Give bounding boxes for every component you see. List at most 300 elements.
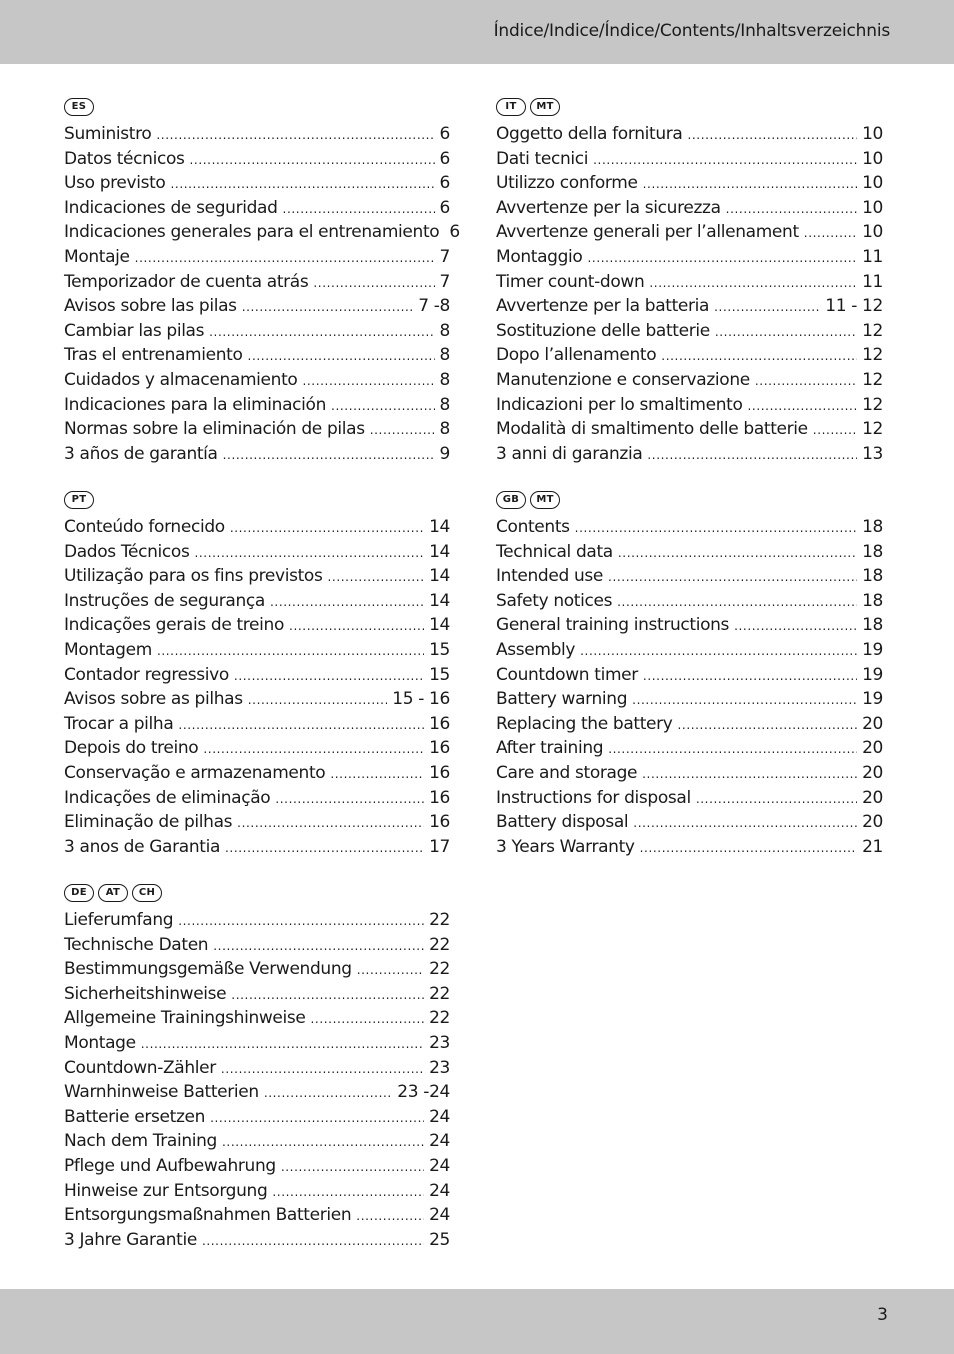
toc-entry: [496, 198, 883, 223]
toc-entry-page: 14: [429, 566, 450, 587]
toc-entry-page: 11: [862, 271, 883, 292]
dot-leader: [642, 767, 857, 781]
toc-entry-label: Bestimmungsgemäße Verwendung: [64, 959, 352, 980]
toc-entry-page: 24: [429, 1155, 450, 1176]
toc-entry-label: Utilizzo conforme: [496, 173, 638, 194]
toc-entry-page: 12: [862, 345, 883, 366]
toc-entry-label: 3 anos de Garantia: [64, 836, 221, 857]
toc-entry: [64, 1107, 450, 1132]
toc-entry: [496, 542, 883, 567]
toc-entry-page: 6: [439, 148, 450, 169]
toc-entry-page: 18: [862, 517, 883, 537]
page-number: 3: [877, 1305, 888, 1325]
toc-entry: [64, 689, 450, 714]
dot-leader: [270, 595, 424, 609]
dot-leader: [804, 226, 857, 240]
dot-leader: [311, 1012, 425, 1026]
toc-entry-page: 16: [429, 762, 450, 783]
toc-entry-page: 6: [449, 222, 460, 243]
toc-entry-page: 10: [862, 197, 883, 218]
toc-entry-label: 3 Jahre Garantie: [64, 1229, 197, 1250]
dot-leader: [661, 349, 857, 363]
dot-leader: [209, 325, 434, 339]
toc-entry-page: 24: [429, 1131, 450, 1152]
toc-entry-page: 11 - 12: [825, 296, 883, 317]
toc-entry-label: Indicaciones para la eliminación: [64, 394, 327, 415]
dot-leader: [230, 521, 424, 535]
country-badge: DE: [64, 884, 94, 902]
toc-entry-page: 10: [862, 148, 883, 169]
toc-entry: [64, 1181, 450, 1206]
toc-entry-page: 22: [429, 983, 450, 1004]
toc-entry-page: 22: [429, 1008, 450, 1029]
toc-entry-label: Tras el entrenamiento: [64, 345, 243, 366]
toc-entry-page: 18: [862, 541, 883, 562]
toc-entry-page: 20: [862, 713, 883, 734]
dot-leader: [649, 276, 857, 290]
toc-entry-page: 22: [429, 934, 450, 955]
toc-entry-page: 21: [862, 836, 883, 857]
toc-entry: [64, 395, 450, 420]
dot-leader: [330, 767, 424, 781]
toc-entry-label: Hinweise zur Entsorgung: [64, 1180, 268, 1201]
dot-leader: [587, 251, 857, 265]
dot-leader: [726, 202, 857, 216]
toc-entry: [64, 1205, 450, 1230]
dot-leader: [370, 423, 435, 437]
dot-leader: [677, 718, 857, 732]
toc-entry: [64, 345, 450, 370]
dot-leader: [357, 963, 424, 977]
toc-entry-page: 16: [429, 812, 450, 833]
dot-leader: [302, 374, 434, 388]
dot-leader: [575, 521, 857, 535]
footer-bar: [0, 1289, 954, 1354]
toc-entry: [64, 591, 450, 616]
toc-entry: [64, 615, 450, 640]
dot-leader: [210, 1111, 424, 1125]
toc-entry: [496, 296, 883, 321]
toc-entry: [64, 566, 450, 591]
toc-entry-label: Cambiar las pilas: [64, 320, 205, 341]
dot-leader: [202, 1234, 424, 1248]
toc-entry-page: 6: [439, 124, 450, 144]
toc-entry-label: Indicações de eliminação: [64, 787, 271, 808]
toc-entry: [64, 124, 450, 149]
toc-entry-label: Indicações gerais de treino: [64, 615, 285, 636]
toc-entry: [64, 1131, 450, 1156]
toc-entry-label: General training instructions: [496, 615, 730, 636]
toc-entry: [64, 738, 450, 763]
toc-entry-page: 14: [429, 615, 450, 636]
toc-entry-page: 12: [862, 419, 883, 440]
toc-entry: [64, 1058, 450, 1083]
toc-entry-page: 7: [439, 271, 450, 292]
toc-entry-page: 16: [429, 787, 450, 808]
toc-entry-label: Contador regressivo: [64, 664, 229, 685]
toc-entry: [64, 198, 450, 223]
toc-section-es: [64, 96, 460, 468]
dot-leader: [135, 251, 435, 265]
dot-leader: [647, 448, 857, 462]
toc-entry: [64, 984, 450, 1009]
toc-entry: [64, 910, 450, 935]
dot-leader: [213, 939, 424, 953]
toc-entry-label: Intended use: [496, 566, 604, 587]
dot-leader: [264, 1086, 392, 1100]
toc-entry-label: Indicaciones generales para el entrenamiento: [64, 222, 440, 243]
toc-entry-label: 3 años de garantía: [64, 443, 218, 464]
toc-entry-page: 12: [862, 394, 883, 415]
dot-leader: [223, 448, 435, 462]
dot-leader: [643, 177, 857, 191]
country-badge: ES: [64, 98, 94, 116]
dot-leader: [313, 276, 434, 290]
toc-entry-page: 9: [439, 443, 450, 464]
toc-entry: [496, 738, 883, 763]
toc-entry-label: Suministro: [64, 124, 152, 144]
dot-leader: [748, 399, 858, 413]
toc-entry-label: Avvertenze generali per l’allenament: [496, 222, 799, 243]
dot-leader: [237, 816, 424, 830]
dot-leader: [328, 570, 425, 584]
toc-entry: [64, 837, 450, 862]
dot-leader: [331, 399, 435, 413]
toc-entry-label: Pflege und Aufbewahrung: [64, 1155, 276, 1176]
dot-leader: [156, 128, 434, 142]
country-badges: [64, 489, 450, 511]
toc-entry-page: 6: [439, 173, 450, 194]
toc-entry-label: Dados Técnicos: [64, 541, 190, 562]
country-badge: GB: [496, 491, 526, 509]
toc-entry-page: 14: [429, 590, 450, 611]
toc-entry-label: Indicazioni per lo smaltimento: [496, 394, 743, 415]
toc-entry-page: 8: [439, 419, 450, 440]
toc-entry-label: Oggetto della fornitura: [496, 124, 683, 144]
toc-section-de: [64, 882, 450, 1254]
toc-entry: [64, 935, 450, 960]
dot-leader: [231, 988, 424, 1002]
toc-entry-page: 8: [439, 394, 450, 415]
toc-entry: [496, 615, 883, 640]
toc-entry-label: Utilização para os fins previstos: [64, 566, 323, 587]
toc-entry-page: 10: [862, 173, 883, 194]
toc-entry-label: After training: [496, 738, 604, 759]
toc-entry-page: 10: [862, 124, 883, 144]
toc-entry-label: Uso previsto: [64, 173, 166, 194]
toc-entry-label: Lieferumfang: [64, 910, 174, 930]
toc-entry-list: [496, 124, 883, 468]
toc-entry-page: 20: [862, 762, 883, 783]
toc-entry-label: Entsorgungsmaßnahmen Batterien: [64, 1205, 352, 1226]
toc-entry-page: 20: [862, 787, 883, 808]
toc-entry-label: Replacing the battery: [496, 713, 673, 734]
toc-entry-label: Modalità di smaltimento delle batterie: [496, 419, 808, 440]
toc-entry-page: 16: [429, 713, 450, 734]
toc-entry: [496, 812, 883, 837]
toc-entry-label: Instruções de segurança: [64, 590, 265, 611]
toc-entry: [496, 689, 883, 714]
toc-entry: [64, 763, 450, 788]
dot-leader: [178, 718, 424, 732]
toc-entry-page: 13: [862, 443, 883, 464]
toc-entry: [64, 370, 450, 395]
toc-entry: [64, 1008, 450, 1033]
toc-entry-list: [64, 517, 450, 861]
toc-entry-page: 20: [862, 812, 883, 833]
country-badges: [496, 96, 883, 118]
toc-entry-page: 18: [862, 590, 883, 611]
toc-entry-label: Assembly: [496, 639, 576, 660]
toc-entry-page: 22: [429, 959, 450, 980]
toc-entry-page: 24: [429, 1106, 450, 1127]
toc-entry-page: 18: [862, 566, 883, 587]
toc-entry-label: 3 Years Warranty: [496, 836, 635, 857]
dot-leader: [580, 644, 857, 658]
toc-entry: [64, 959, 450, 984]
toc-entry-page: 16: [429, 738, 450, 759]
toc-entry-page: 19: [862, 639, 883, 660]
dot-leader: [617, 595, 857, 609]
toc-entry-label: Montaje: [64, 246, 130, 267]
toc-entry-label: Avisos sobre as pilhas: [64, 689, 243, 710]
toc-entry-label: Technical data: [496, 541, 613, 562]
toc-entry-page: 23: [429, 1057, 450, 1078]
toc-entry-label: Avvertenze per la batteria: [496, 296, 710, 317]
toc-entry: [64, 517, 450, 542]
toc-entry: [496, 788, 883, 813]
toc-entry: [496, 124, 883, 149]
toc-entry-page: 12: [862, 320, 883, 341]
dot-leader: [687, 128, 857, 142]
toc-entry-label: Datos técnicos: [64, 148, 185, 169]
toc-entry-label: Allgemeine Trainingshinweise: [64, 1008, 306, 1029]
country-badge: MT: [530, 491, 560, 509]
dot-leader: [157, 644, 424, 658]
toc-entry-label: Avvertenze per la sicurezza: [496, 197, 721, 218]
dot-leader: [272, 1185, 424, 1199]
dot-leader: [632, 693, 857, 707]
toc-entry-page: 15: [429, 664, 450, 685]
toc-entry-label: Countdown-Zähler: [64, 1057, 216, 1078]
toc-entry-page: 24: [429, 1205, 450, 1226]
toc-entry: [496, 640, 883, 665]
toc-section-it: [496, 96, 883, 468]
toc-entry-label: Care and storage: [496, 762, 638, 783]
toc-entry: [64, 444, 450, 469]
toc-entry: [496, 173, 883, 198]
toc-entry-label: Trocar a pilha: [64, 713, 174, 734]
toc-entry-label: Dati tecnici: [496, 148, 589, 169]
dot-leader: [608, 742, 857, 756]
toc-entry: [64, 272, 450, 297]
toc-entry: [64, 788, 450, 813]
toc-entry: [64, 149, 450, 174]
dot-leader: [170, 177, 434, 191]
toc-entry: [64, 665, 450, 690]
toc-entry: [64, 247, 450, 272]
toc-entry-page: 23: [429, 1032, 450, 1053]
toc-entry-page: 12: [862, 369, 883, 390]
toc-entry-label: Indicaciones de seguridad: [64, 197, 278, 218]
toc-entry-page: 7 -8: [418, 296, 450, 317]
dot-leader: [190, 153, 435, 167]
toc-section-gb: [496, 489, 883, 861]
dot-leader: [356, 1209, 424, 1223]
dot-leader: [696, 792, 857, 806]
dot-leader: [289, 619, 424, 633]
toc-entry: [496, 714, 883, 739]
dot-leader: [714, 300, 820, 314]
toc-entry-label: Temporizador de cuenta atrás: [64, 271, 309, 292]
dot-leader: [203, 742, 424, 756]
toc-entry: [64, 296, 450, 321]
dot-leader: [734, 619, 857, 633]
toc-entry: [496, 591, 883, 616]
dot-leader: [813, 423, 857, 437]
toc-entry: [64, 1230, 450, 1255]
toc-entry-label: Technische Daten: [64, 934, 209, 955]
toc-entry-label: Conteúdo fornecido: [64, 517, 225, 537]
toc-entry-label: Batterie ersetzen: [64, 1106, 206, 1127]
toc-entry: [64, 812, 450, 837]
dot-leader: [194, 546, 424, 560]
dot-leader: [234, 669, 424, 683]
header-bar: [0, 0, 954, 64]
toc-entry: [496, 321, 883, 346]
toc-entry: [64, 640, 450, 665]
dot-leader: [221, 1062, 424, 1076]
dot-leader: [222, 1135, 424, 1149]
toc-entry-label: Dopo l’allenamento: [496, 345, 657, 366]
toc-entry: [64, 1033, 450, 1058]
country-badge: AT: [98, 884, 128, 902]
dot-leader: [608, 570, 857, 584]
toc-entry: [496, 345, 883, 370]
toc-entry-page: 22: [429, 910, 450, 930]
toc-entry-label: Warnhinweise Batterien: [64, 1082, 259, 1103]
toc-entry-list: [64, 910, 450, 1254]
toc-entry: [64, 1082, 450, 1107]
toc-entry: [496, 419, 883, 444]
toc-entry-label: Normas sobre la eliminación de pilas: [64, 419, 365, 440]
toc-entry: [496, 149, 883, 174]
dot-leader: [633, 816, 857, 830]
toc-entry-label: Montaggio: [496, 246, 583, 267]
dot-leader: [275, 792, 424, 806]
dot-leader: [283, 202, 435, 216]
country-badge: MT: [530, 98, 560, 116]
toc-entry-page: 7: [439, 246, 450, 267]
toc-entry-page: 11: [862, 246, 883, 267]
dot-leader: [755, 374, 857, 388]
toc-entry-label: Sicherheitshinweise: [64, 983, 227, 1004]
toc-entry-list: [496, 517, 883, 861]
toc-entry-page: 8: [439, 369, 450, 390]
toc-entry: [496, 517, 883, 542]
toc-entry-label: Manutenzione e conservazione: [496, 369, 750, 390]
dot-leader: [141, 1037, 424, 1051]
toc-entry-label: Battery disposal: [496, 812, 629, 833]
toc-entry: [64, 321, 450, 346]
toc-entry-page: 14: [429, 541, 450, 562]
toc-entry-label: Contents: [496, 517, 570, 537]
toc-entry-page: 10: [862, 222, 883, 243]
toc-entry-label: Conservação e armazenamento: [64, 762, 326, 783]
toc-entry-page: 19: [862, 689, 883, 710]
dot-leader: [643, 669, 857, 683]
toc-entry-label: Timer count-down: [496, 271, 645, 292]
toc-entry: [496, 370, 883, 395]
toc-entry-page: 19: [862, 664, 883, 685]
toc-entry-label: Montage: [64, 1032, 136, 1053]
toc-entry-page: 24: [429, 1180, 450, 1201]
country-badges: [64, 96, 450, 118]
toc-entry-label: Avisos sobre las pilas: [64, 296, 237, 317]
toc-entry: [64, 419, 450, 444]
toc-entry-page: 8: [439, 345, 450, 366]
toc-entry-page: 6: [439, 197, 450, 218]
toc-entry: [496, 444, 883, 469]
toc-entry-page: 15: [429, 639, 450, 660]
toc-section-pt: [64, 489, 450, 861]
toc-entry: [496, 395, 883, 420]
toc-entry: [496, 272, 883, 297]
toc-entry: [64, 222, 460, 247]
dot-leader: [225, 841, 424, 855]
toc-entry-page: 17: [429, 836, 450, 857]
toc-entry-label: Safety notices: [496, 590, 613, 611]
toc-entry-label: Countdown timer: [496, 664, 638, 685]
country-badge: PT: [64, 491, 94, 509]
dot-leader: [640, 841, 857, 855]
toc-entry: [496, 837, 883, 862]
dot-leader: [248, 693, 388, 707]
toc-entry-page: 23 -24: [397, 1082, 450, 1103]
toc-entry: [64, 714, 450, 739]
toc-entry-list: [64, 124, 460, 468]
toc-entry-page: 18: [862, 615, 883, 636]
dot-leader: [715, 325, 857, 339]
toc-entry-page: 8: [439, 320, 450, 341]
toc-entry-label: Montagem: [64, 639, 152, 660]
toc-entry-label: Instructions for disposal: [496, 787, 691, 808]
toc-entry: [496, 222, 883, 247]
dot-leader: [618, 546, 857, 560]
page-title: Índice/Indice/Índice/Contents/Inhaltsverzeichnis: [493, 21, 890, 41]
toc-entry-label: Eliminação de pilhas: [64, 812, 233, 833]
toc-entry-page: 15 - 16: [392, 689, 450, 710]
dot-leader: [242, 300, 414, 314]
toc-entry-label: Depois do treino: [64, 738, 199, 759]
dot-leader: [281, 1160, 424, 1174]
toc-entry: [64, 1156, 450, 1181]
toc-entry: [496, 665, 883, 690]
dot-leader: [593, 153, 857, 167]
toc-entry-label: Sostituzione delle batterie: [496, 320, 710, 341]
country-badge: IT: [496, 98, 526, 116]
toc-entry-page: 20: [862, 738, 883, 759]
toc-entry-label: 3 anni di garanzia: [496, 443, 643, 464]
toc-entry: [496, 763, 883, 788]
toc-entry-page: 14: [429, 517, 450, 537]
toc-entry-page: 25: [429, 1229, 450, 1250]
dot-leader: [178, 914, 424, 928]
toc-entry: [496, 566, 883, 591]
toc-entry-label: Cuidados y almacenamiento: [64, 369, 298, 390]
country-badges: [496, 489, 883, 511]
country-badge: CH: [132, 884, 162, 902]
